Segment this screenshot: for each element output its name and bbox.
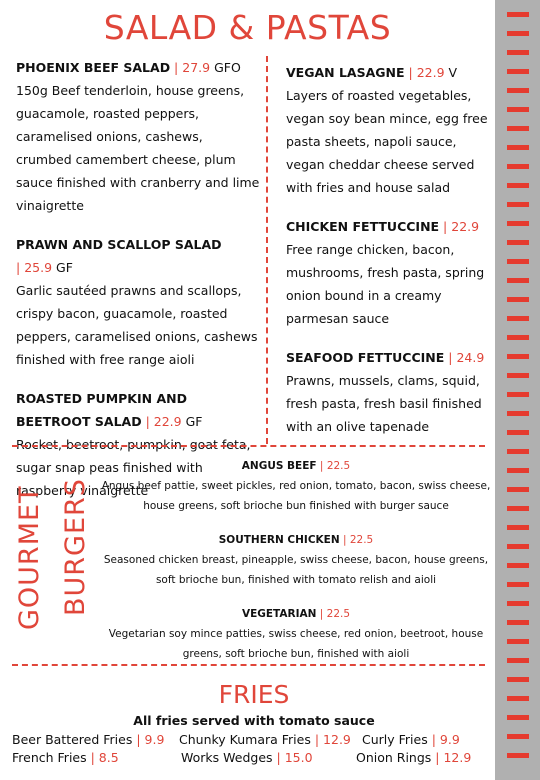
rail-dash — [507, 145, 529, 150]
item-name: CHICKEN FETTUCCINE — [286, 219, 440, 234]
item-name: French Fries — [12, 750, 87, 765]
fries-item — [356, 750, 471, 765]
rail-dash — [507, 658, 529, 663]
rail-dash — [507, 316, 529, 321]
pastas-column — [286, 61, 488, 450]
rail-dash — [507, 69, 529, 74]
rail-dash — [507, 373, 529, 378]
menu-item — [16, 233, 260, 371]
section-divider — [12, 664, 485, 666]
item-price: 22.9 — [451, 219, 480, 234]
menu-item — [286, 61, 488, 199]
rail-dash — [507, 183, 529, 188]
item-price: 22.5 — [349, 534, 374, 546]
rail-dash — [507, 50, 529, 55]
item-description: Seasoned chicken breast, pineapple, swiss cheese, bacon, house greens, soft brioche bun, finished with tomato relish and aioli — [103, 554, 489, 586]
item-separator: | — [431, 750, 444, 765]
rail-dash — [507, 354, 529, 359]
item-separator: | — [86, 750, 99, 765]
item-name: PHOENIX BEEF SALAD — [16, 60, 171, 75]
item-separator: | — [316, 608, 327, 620]
item-dietary-tag: GF — [52, 260, 73, 275]
rail-dash — [507, 88, 529, 93]
rail-dash — [507, 639, 529, 644]
item-price: 8.5 — [98, 750, 119, 765]
item-name: Chunky Kumara Fries — [179, 732, 311, 747]
rail-dash — [507, 544, 529, 549]
fries-title: FRIES — [218, 680, 290, 709]
item-separator: | — [439, 219, 452, 234]
item-price: 15.0 — [284, 750, 313, 765]
rail-dash — [507, 240, 529, 245]
rail-dash — [507, 449, 529, 454]
rail-dash — [507, 430, 529, 435]
item-dietary-tag: GF — [181, 414, 203, 429]
item-separator: | — [16, 260, 25, 275]
rail-dash — [507, 202, 529, 207]
item-price: 22.9 — [153, 414, 182, 429]
burger-item — [100, 530, 492, 590]
item-separator: | — [141, 414, 154, 429]
item-name: VEGETARIAN — [241, 608, 317, 620]
item-separator: | — [132, 732, 145, 747]
item-description: Rocket, beetroot, pumpkin, goat feta, sugar snap peas finished with raspberry vinaigrette — [16, 437, 251, 498]
rail-dash — [507, 107, 529, 112]
rail-dash — [507, 221, 529, 226]
rail-dash — [507, 487, 529, 492]
rail-dash — [507, 392, 529, 397]
item-separator: | — [404, 65, 417, 80]
rail-dash — [507, 12, 529, 17]
item-separator: | — [316, 460, 327, 472]
item-price: 22.5 — [326, 608, 351, 620]
item-name: VEGAN LASAGNE — [286, 65, 405, 80]
item-price: 24.9 — [456, 350, 485, 365]
section-divider — [12, 445, 485, 447]
item-separator: | — [170, 60, 183, 75]
rail-dash — [507, 734, 529, 739]
rail-dash — [507, 259, 529, 264]
burger-item — [100, 456, 492, 516]
rail-dash — [507, 506, 529, 511]
item-separator: | — [339, 534, 350, 546]
item-description: Free range chicken, bacon, mushrooms, fresh pasta, spring onion bound in a creamy parmesan sauce — [286, 242, 485, 326]
rail-dash — [507, 582, 529, 587]
item-description: Prawns, mussels, clams, squid, fresh pasta, fresh basil finished with an olive tapenade — [286, 373, 482, 434]
item-separator: | — [444, 350, 457, 365]
item-price: 25.9 — [24, 260, 53, 275]
fries-item — [179, 732, 351, 747]
menu-item — [286, 346, 488, 438]
item-name: Onion Rings — [356, 750, 432, 765]
rail-dash — [507, 411, 529, 416]
fries-item — [12, 732, 164, 747]
item-description: 150g Beef tenderloin, house greens, guacamole, roasted peppers, caramelised onions, cashews, crumbed camembert cheese, plum sauce finished with cranberry and lime vinaigrette — [16, 83, 260, 213]
fries-subtitle: All fries served with tomato sauce — [133, 713, 375, 728]
item-description: Angus beef pattie, sweet pickles, red onion, tomato, bacon, swiss cheese, house greens, soft brioche bun finished with burger sauce — [101, 480, 491, 512]
item-description: Garlic sautéed prawns and scallops, crispy bacon, guacamole, roasted peppers, caramelised onions, cashews finished with free range aioli — [16, 283, 258, 367]
item-name: ROASTED PUMPKIN AND BEETROOT SALAD — [16, 391, 187, 429]
item-separator: | — [310, 732, 324, 747]
item-description: Vegetarian soy mince patties, swiss cheese, red onion, beetroot, house greens, soft brioche bun, finished with aioli — [108, 628, 484, 660]
rail-dash — [507, 468, 529, 473]
rail-dash — [507, 601, 529, 606]
fries-item — [181, 750, 313, 765]
rail-dash — [507, 297, 529, 302]
item-name: ANGUS BEEF — [241, 460, 317, 472]
rail-dash — [507, 677, 529, 682]
item-price: 22.5 — [326, 460, 351, 472]
item-name: SOUTHERN CHICKEN — [218, 534, 340, 546]
item-name: SEAFOOD FETTUCCINE — [286, 350, 445, 365]
rail-dash — [507, 753, 529, 758]
item-separator: | — [272, 750, 285, 765]
menu-item — [16, 56, 260, 217]
rail-dash — [507, 164, 529, 169]
gourmet-label: GOURMET — [14, 485, 45, 630]
item-name: PRAWN AND SCALLOP SALAD — [16, 237, 222, 252]
item-name: Works Wedges — [181, 750, 273, 765]
rail-dash — [507, 278, 529, 283]
burger-item — [100, 604, 492, 664]
fries-item — [362, 732, 460, 747]
item-price: 9.9 — [144, 732, 165, 747]
side-decoration-rail — [495, 0, 540, 780]
rail-dash — [507, 335, 529, 340]
item-price: 9.9 — [439, 732, 460, 747]
item-price: 12.9 — [323, 732, 351, 747]
fries-item — [12, 750, 119, 765]
rail-dash — [507, 563, 529, 568]
page-title: SALAD & PASTAS — [103, 8, 392, 47]
rail-dash — [507, 620, 529, 625]
rail-dash — [507, 715, 529, 720]
item-price: 22.9 — [416, 65, 445, 80]
column-divider — [266, 56, 268, 444]
rail-dash — [507, 31, 529, 36]
burgers-label: BURGERS — [60, 478, 91, 616]
item-name: Beer Battered Fries — [12, 732, 133, 747]
item-price: 12.9 — [443, 750, 472, 765]
item-dietary-tag: GFO — [210, 60, 241, 75]
item-description: Layers of roasted vegetables, vegan soy bean mince, egg free pasta sheets, napoli sauce, vegan cheddar cheese served with fries and house salad — [286, 88, 488, 195]
item-price: 27.9 — [182, 60, 211, 75]
item-separator: | — [427, 732, 440, 747]
rail-dash — [507, 126, 529, 131]
rail-dash — [507, 696, 529, 701]
item-dietary-tag: V — [444, 65, 458, 80]
item-name: Curly Fries — [362, 732, 428, 747]
menu-item — [286, 215, 488, 330]
burgers-section — [100, 456, 492, 678]
rail-dash — [507, 525, 529, 530]
